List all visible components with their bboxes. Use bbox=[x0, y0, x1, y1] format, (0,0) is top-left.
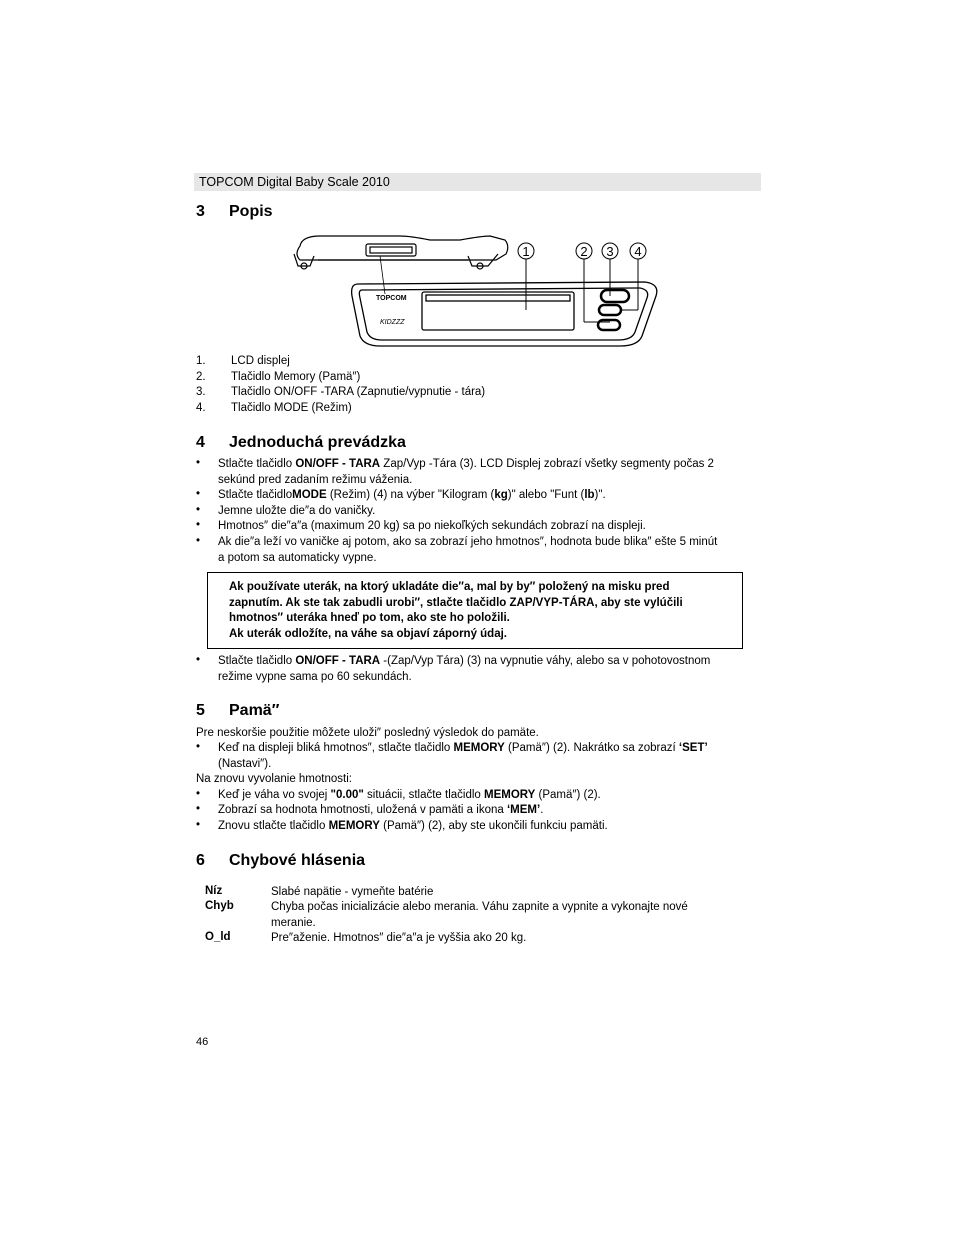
instruction-bullet: Ak die″a leží vo vaničke aj potom, ako sa zobrazí jeho hmotnos″, hodnota bude blika″ ešte 5 minút a potom sa automaticky vypne. bbox=[218, 536, 718, 564]
scale-sub-logo: KIDZZZ bbox=[380, 319, 405, 326]
bullet-marker: • bbox=[196, 654, 201, 666]
bullet-marker: • bbox=[196, 488, 201, 500]
instruction-bullet: Jemne uložte die″a do vaničky. bbox=[218, 505, 376, 517]
recall-heading: Na znovu vyvolanie hmotnosti: bbox=[196, 773, 352, 785]
section-6-heading: 6 Chybové hlásenia bbox=[196, 852, 366, 869]
instruction-bullet: Stlačte tlačidloMODE (Režim) (4) na výber "Kilogram (kg)" alebo "Funt (lb)". bbox=[218, 489, 606, 501]
bullet-marker: • bbox=[196, 788, 201, 800]
bullet-marker: • bbox=[196, 457, 201, 469]
list-item: 3. Tlačidlo ON/OFF -TARA (Zapnutie/vypnutie - tára) bbox=[196, 386, 486, 398]
instruction-bullet: Zobrazí sa hodnota hmotnosti, uložená v pamäti a ikona ‘MEM’. bbox=[218, 804, 544, 816]
error-description: Chyba počas inicializácie alebo merania. Váhu zapnite a vypnite a vykonajte nové meranie. bbox=[271, 901, 688, 929]
error-code: Níz bbox=[205, 885, 223, 897]
instruction-bullet: Keď na displeji bliká hmotnos″, stlačte tlačidlo MEMORY (Pamä″) (2). Nakrátko sa zobrazí ‘SET’ (Nastavi″). bbox=[218, 742, 708, 770]
callout-3: 3 bbox=[606, 244, 614, 259]
instruction-bullet: Znovu stlačte tlačidlo MEMORY (Pamä″) (2), aby ste ukončili funkciu pamäti. bbox=[218, 820, 608, 832]
instruction-bullet: Hmotnos″ die″a″a (maximum 20 kg) sa po niekoľkých sekundách zobrazí na displeji. bbox=[218, 520, 646, 532]
error-description: Slabé napätie - vymeňte batérie bbox=[271, 886, 434, 898]
bullet-marker: • bbox=[196, 803, 201, 815]
section-5-heading: 5 Pamä″ bbox=[196, 702, 280, 719]
error-code: Chyb bbox=[205, 900, 234, 912]
bullet-marker: • bbox=[196, 535, 201, 547]
page-number: 46 bbox=[196, 1036, 209, 1048]
list-item: 2. Tlačidlo Memory (Pamä″) bbox=[196, 370, 361, 383]
error-description: Pre″aženie. Hmotnos″ die″a″a je vyššia ako 20 kg. bbox=[271, 932, 527, 944]
bullet-marker: • bbox=[196, 741, 201, 753]
section-3-heading: 3 Popis bbox=[196, 203, 273, 220]
instruction-bullet: Stlačte tlačidlo ON/OFF - TARA Zap/Vyp -Tára (3). LCD Displej zobrazí všetky segmenty počas 2 sekúnd pred zadaním režimu váženia. bbox=[218, 458, 714, 486]
instruction-bullet: Keď je váha vo svojej "0.00" situácii, stlačte tlačidlo MEMORY (Pamä″) (2). bbox=[218, 789, 601, 801]
scale-figure bbox=[290, 232, 670, 352]
header-title: TOPCOM Digital Baby Scale 2010 bbox=[199, 175, 390, 189]
callout-1: 1 bbox=[522, 244, 530, 259]
instruction-bullet: Stlačte tlačidlo ON/OFF - TARA -(Zap/Vyp Tára) (3) na vypnutie váhy, alebo sa v pohotovostnom režime vypne sama po 60 sekundách. bbox=[218, 655, 711, 683]
callout-2: 2 bbox=[580, 244, 588, 259]
list-item: 4. Tlačidlo MODE (Režim) bbox=[196, 401, 352, 414]
control-panel bbox=[352, 282, 657, 346]
section-4-heading: 4 Jednoduchá prevádzka bbox=[196, 434, 406, 451]
scale-brand-logo: TOPCOM bbox=[376, 295, 407, 302]
document-header bbox=[194, 173, 761, 191]
callout-4: 4 bbox=[634, 244, 642, 259]
note-text: Ak používate uterák, na ktorý ukladáte die″a, mal by by″ položený na misku pred zapnutím. Ak ste tak zabudli urobi″, stlačte tlačidlo ZAP/VYP-TÁRA, aby ste vylúčili hmotnos″ uteráka hneď po tom, ako ste ho položili. Ak uterák odložíte, na váhe sa objaví záporný údaj. bbox=[229, 581, 683, 640]
scale-top-view bbox=[294, 236, 508, 269]
parts-list bbox=[196, 354, 485, 416]
bullet-marker: • bbox=[196, 504, 201, 516]
bullet-marker: • bbox=[196, 819, 201, 831]
error-code: O_ld bbox=[205, 931, 231, 943]
bullet-marker: • bbox=[196, 519, 201, 531]
memory-intro: Pre neskoršie použitie môžete uloži″ posledný výsledok do pamäte. bbox=[196, 727, 539, 739]
list-item: 1. LCD displej bbox=[196, 355, 290, 367]
